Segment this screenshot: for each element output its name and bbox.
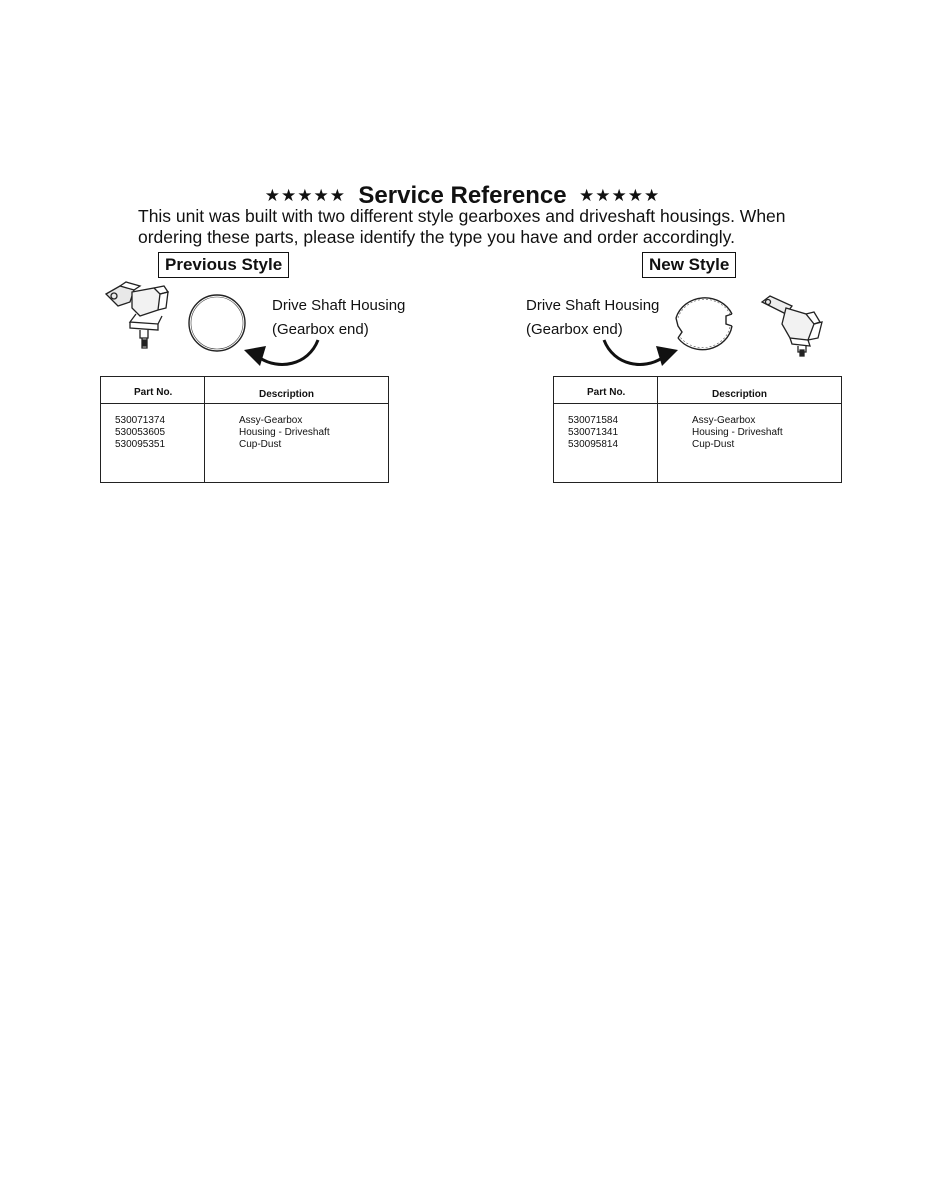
new-callout [526, 294, 659, 342]
new-col-part-no: Part No. [587, 387, 626, 398]
new-callout-line-2: (Gearbox end) [526, 321, 623, 338]
previous-callout-line-1: Drive Shaft Housing [272, 297, 406, 314]
table-row [554, 415, 841, 427]
part-number: 530095814 [568, 439, 619, 450]
previous-callout-line-2: (Gearbox end) [272, 321, 369, 338]
table-row [554, 439, 841, 451]
part-description: Assy-Gearbox [239, 415, 303, 426]
new-callout-line-1: Drive Shaft Housing [526, 297, 660, 314]
previous-callout [272, 294, 405, 342]
intro-line-2: ordering these parts, please identify the type you have and order accordingly. [138, 227, 735, 247]
part-number: 530071341 [568, 427, 619, 438]
page-title: Service Reference [358, 182, 567, 209]
part-number: 530071374 [115, 415, 166, 426]
table-row [101, 415, 388, 427]
part-description: Cup-Dust [692, 439, 735, 450]
previous-gearbox-illustration [100, 280, 172, 358]
part-description: Housing - Driveshaft [239, 427, 330, 438]
previous-col-part-no: Part No. [134, 387, 173, 398]
intro-paragraph [138, 206, 818, 248]
part-description: Housing - Driveshaft [692, 427, 783, 438]
stars-left: ★★★★★ [264, 186, 346, 206]
part-description: Assy-Gearbox [692, 415, 756, 426]
previous-arrow-icon [238, 336, 328, 376]
previous-style-label: Previous Style [158, 252, 289, 278]
stars-right: ★★★★★ [579, 186, 661, 206]
part-number: 530053605 [115, 427, 166, 438]
part-number: 530071584 [568, 415, 619, 426]
new-housing-ring-illustration [668, 294, 740, 356]
part-description: Cup-Dust [239, 439, 282, 450]
previous-col-description: Description [259, 389, 315, 400]
part-number: 530095351 [115, 439, 166, 450]
table-row [101, 439, 388, 451]
table-row [101, 427, 388, 439]
new-parts-table [553, 376, 842, 483]
table-row [554, 427, 841, 439]
new-gearbox-illustration [756, 294, 828, 362]
new-col-description: Description [712, 389, 768, 400]
new-style-label: New Style [642, 252, 736, 278]
intro-line-1: This unit was built with two different style gearboxes and driveshaft housings. When [138, 206, 786, 226]
previous-parts-table [100, 376, 389, 483]
